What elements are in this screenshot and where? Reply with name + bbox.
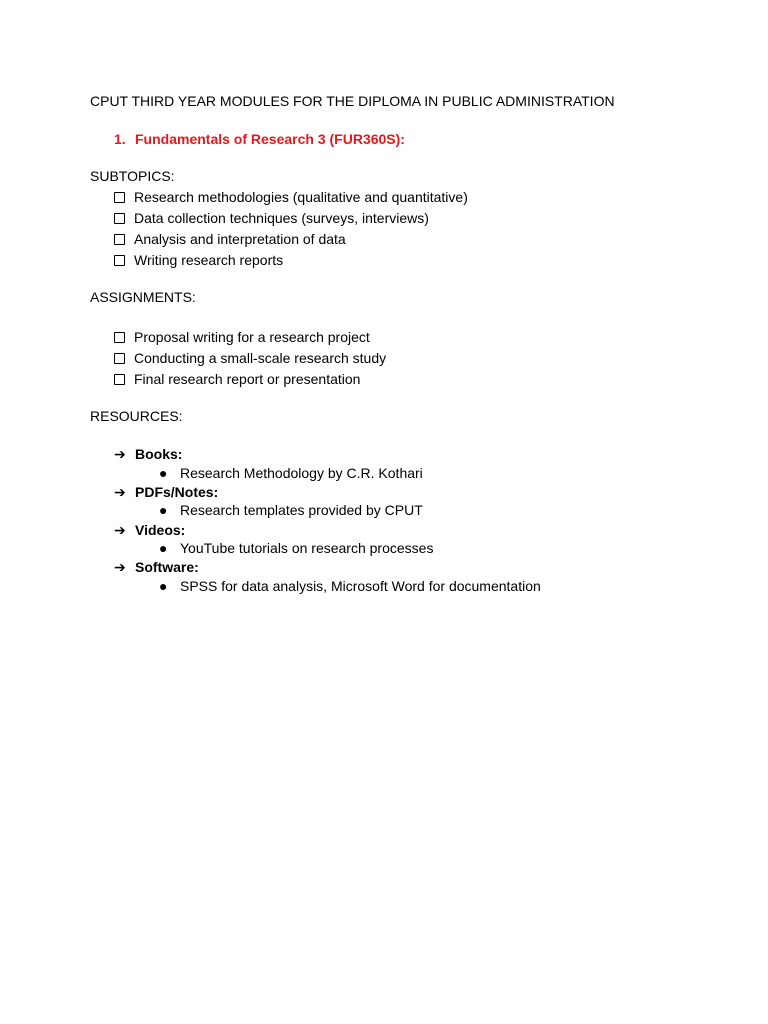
module-heading [114,131,405,147]
checkbox-icon[interactable] [114,192,125,203]
subtopic-item [114,252,283,268]
subtopic-item [114,231,346,247]
assignment-item [114,350,386,366]
resource-category [114,446,182,462]
checkbox-icon[interactable] [114,255,125,266]
resources-label: RESOURCES: [90,408,183,424]
subtopic-item [114,210,429,226]
resource-category-label: Books: [135,446,183,462]
assignment-item [114,371,360,387]
assignment-text: Proposal writing for a research project [134,329,370,345]
document-title: CPUT THIRD YEAR MODULES FOR THE DIPLOMA IN PUBLIC ADMINISTRATION [90,93,615,109]
checkbox-icon[interactable] [114,213,125,224]
checkbox-icon[interactable] [114,234,125,245]
resource-category [114,559,199,575]
checkbox-icon[interactable] [114,353,125,364]
subtopic-item [114,189,468,205]
resource-item-text: Research Methodology by C.R. Kothari [180,465,423,481]
resource-item-text: YouTube tutorials on research processes [180,540,434,556]
arrow-right-icon: ➔ [114,559,126,575]
resource-category-label: PDFs/Notes: [135,484,219,500]
resource-category-label: Software: [135,559,199,575]
resource-item [159,502,423,518]
bullet-icon: ● [159,578,168,594]
resource-item-text: Research templates provided by CPUT [180,502,423,518]
checkbox-icon[interactable] [114,332,125,343]
assignment-text: Final research report or presentation [134,371,361,387]
resource-category [114,484,218,500]
resource-item-text: SPSS for data analysis, Microsoft Word for documentation [180,578,541,594]
assignment-text: Conducting a small-scale research study [134,350,387,366]
bullet-icon: ● [159,540,168,556]
assignment-item [114,329,370,345]
subtopic-text: Writing research reports [134,252,284,268]
resource-category [114,522,185,538]
resource-item [159,578,541,594]
resource-item [159,540,433,556]
resource-category-label: Videos: [135,522,186,538]
arrow-right-icon: ➔ [114,446,126,462]
bullet-icon: ● [159,465,168,481]
assignments-label: ASSIGNMENTS: [90,289,196,305]
checkbox-icon[interactable] [114,374,125,385]
subtopic-text: Research methodologies (qualitative and quantitative) [134,189,468,205]
module-number: 1. [114,131,126,147]
subtopic-text: Analysis and interpretation of data [134,231,346,247]
subtopic-text: Data collection techniques (surveys, interviews) [134,210,429,226]
bullet-icon: ● [159,502,168,518]
module-name: Fundamentals of Research 3 (FUR360S): [135,131,405,147]
subtopics-label: SUBTOPICS: [90,168,175,184]
arrow-right-icon: ➔ [114,484,126,500]
arrow-right-icon: ➔ [114,522,126,538]
resource-item [159,465,423,481]
